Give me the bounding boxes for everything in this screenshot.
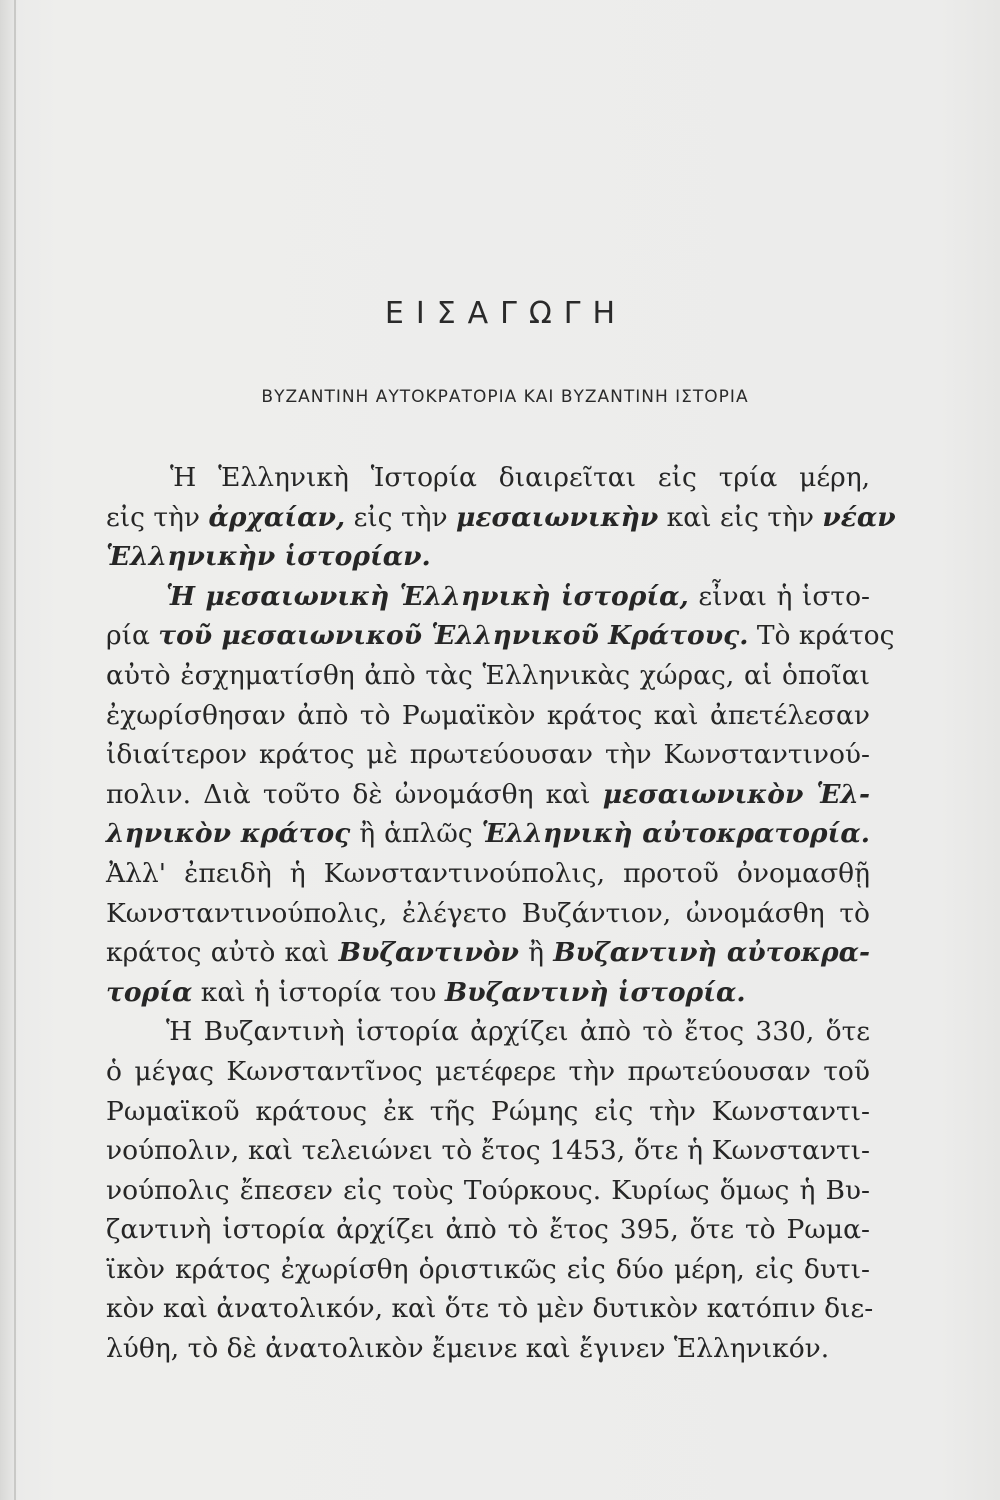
text-run: καὶ ἡ ἱστορία του (192, 976, 445, 1008)
text-line: αὐτὸ ἐσχηματίσθη ἀπὸ τὰς Ἑλληνικὰς χώρας, αἱ ὁποῖαι (106, 659, 870, 691)
text-line: νούπολιν, καὶ τελειώνει τὸ ἔτος 1453, ὅτε ἡ Κωνσταντι- (106, 1135, 870, 1167)
text-run: ἢ ἁπλῶς (350, 818, 482, 850)
emphasis-text: μεσαιωνικὴν (456, 501, 659, 533)
text-run: πολιν. Διὰ τοῦτο δὲ ὠνομάσθη καὶ (106, 778, 603, 810)
emphasis-text: Βυζαντινὴ αὐτοκρα- (553, 937, 870, 969)
emphasis-text: τορία (106, 976, 193, 1008)
text-run: καὶ εἰς τὴν (658, 501, 823, 533)
text-line: νούπολις ἔπεσεν εἰς τοὺς Τούρκους. Κυρίως ὅμως ἡ Βυ- (106, 1174, 870, 1206)
text-line: ϊκὸν κράτος ἐχωρίσθη ὁριστικῶς εἰς δύο μέρη, εἰς δυτι- (106, 1253, 870, 1285)
text-line (106, 973, 870, 1013)
emphasis-text: ἀρχαίαν, (208, 501, 346, 533)
emphasis-text: νέαν (822, 501, 896, 533)
emphasis-text: μεσαιωνικὸν Ἑλ- (602, 778, 870, 810)
chapter-subtitle: ΒΥΖΑΝΤΙΝΗ ΑΥΤΟΚΡΑΤΟΡΙΑ ΚΑΙ ΒΥΖΑΝΤΙΝΗ ΙΣΤΟΡΙΑ (261, 387, 749, 407)
text-line: Ἡ Ἑλληνικὴ Ἱστορία διαιρεῖται εἰς τρία μέρη, (170, 462, 870, 493)
text-run: Τὸ κράτος (748, 620, 895, 652)
text-line: ἰδιαίτερον κράτος μὲ πρωτεύουσαν τὴν Κωνσταντινού- (106, 739, 870, 771)
text-line: Κωνσταντινούπολις, ἐλέγετο Βυζάντιον, ὠνομάσθη τὸ (106, 897, 870, 929)
text-run: ρία (106, 620, 159, 652)
text-line (106, 616, 895, 656)
text-run: ἢ (518, 937, 554, 969)
body-text (106, 458, 896, 1369)
text-run: εἰς τὴν (106, 501, 209, 533)
emphasis-text: Ἑλληνικὴ αὐτοκρατορία. (481, 818, 870, 850)
text-line: Ἡ Βυζαντινὴ ἱστορία ἀρχίζει ἀπὸ τὸ ἔτος 330, ὅτε (166, 1016, 870, 1048)
text-line: ζαντινὴ ἱστορία ἀρχίζει ἀπὸ τὸ ἔτος 395, ὅτε τὸ Ρωμα- (106, 1214, 870, 1246)
text-line: λύθη, τὸ δὲ ἀνατολικὸν ἔμεινε καὶ ἔγινεν Ἑλληνικόν. (106, 1333, 830, 1365)
text-line: Ρωμαϊκοῦ κράτους ἐκ τῆς Ρώμης εἰς τὴν Κωνσταντι- (106, 1095, 870, 1127)
text-line: κὸν καὶ ἀνατολικόν, καὶ ὅτε τὸ μὲν δυτικὸν κατόπιν διε- (106, 1293, 874, 1325)
text-run: εἰς τὴν (345, 501, 457, 533)
text-line: ἐχωρίσθησαν ἀπὸ τὸ Ρωμαϊκὸν κράτος καὶ ἀπετέλεσαν (106, 699, 870, 731)
text-line: Ἑλληνικὴν ἱστορίαν. (106, 541, 431, 573)
text-line (106, 577, 870, 617)
text-line: Ἀλλ' ἐπειδὴ ἡ Κωνσταντινούπολις, προτοῦ ὀνομασθῇ (106, 857, 870, 889)
emphasis-text: Βυζαντινὴ ἱστορία. (444, 976, 746, 1008)
text-line: ὁ μέγας Κωνσταντῖνος μετέφερε τὴν πρωτεύουσαν τοῦ (106, 1055, 870, 1087)
page-edge (14, 0, 16, 1500)
chapter-title: ΕΙΣΑΓΩΓΗ (384, 296, 628, 331)
text-run: εἶναι ἡ ἱστο- (688, 580, 870, 612)
text-run: κράτος αὐτὸ καὶ (106, 937, 339, 969)
emphasis-text: Ἡ μεσαιωνικὴ Ἑλληνικὴ ἱστορία, (166, 580, 689, 612)
emphasis-text: ληνικὸν κράτος (106, 818, 351, 850)
emphasis-text: Βυζαντινὸν (338, 937, 519, 969)
text-line (106, 933, 870, 973)
text-line (106, 814, 870, 854)
text-line (106, 775, 870, 815)
text-line (106, 498, 896, 538)
emphasis-text: τοῦ μεσαιωνικοῦ Ἑλληνικοῦ Κράτους. (158, 620, 749, 652)
